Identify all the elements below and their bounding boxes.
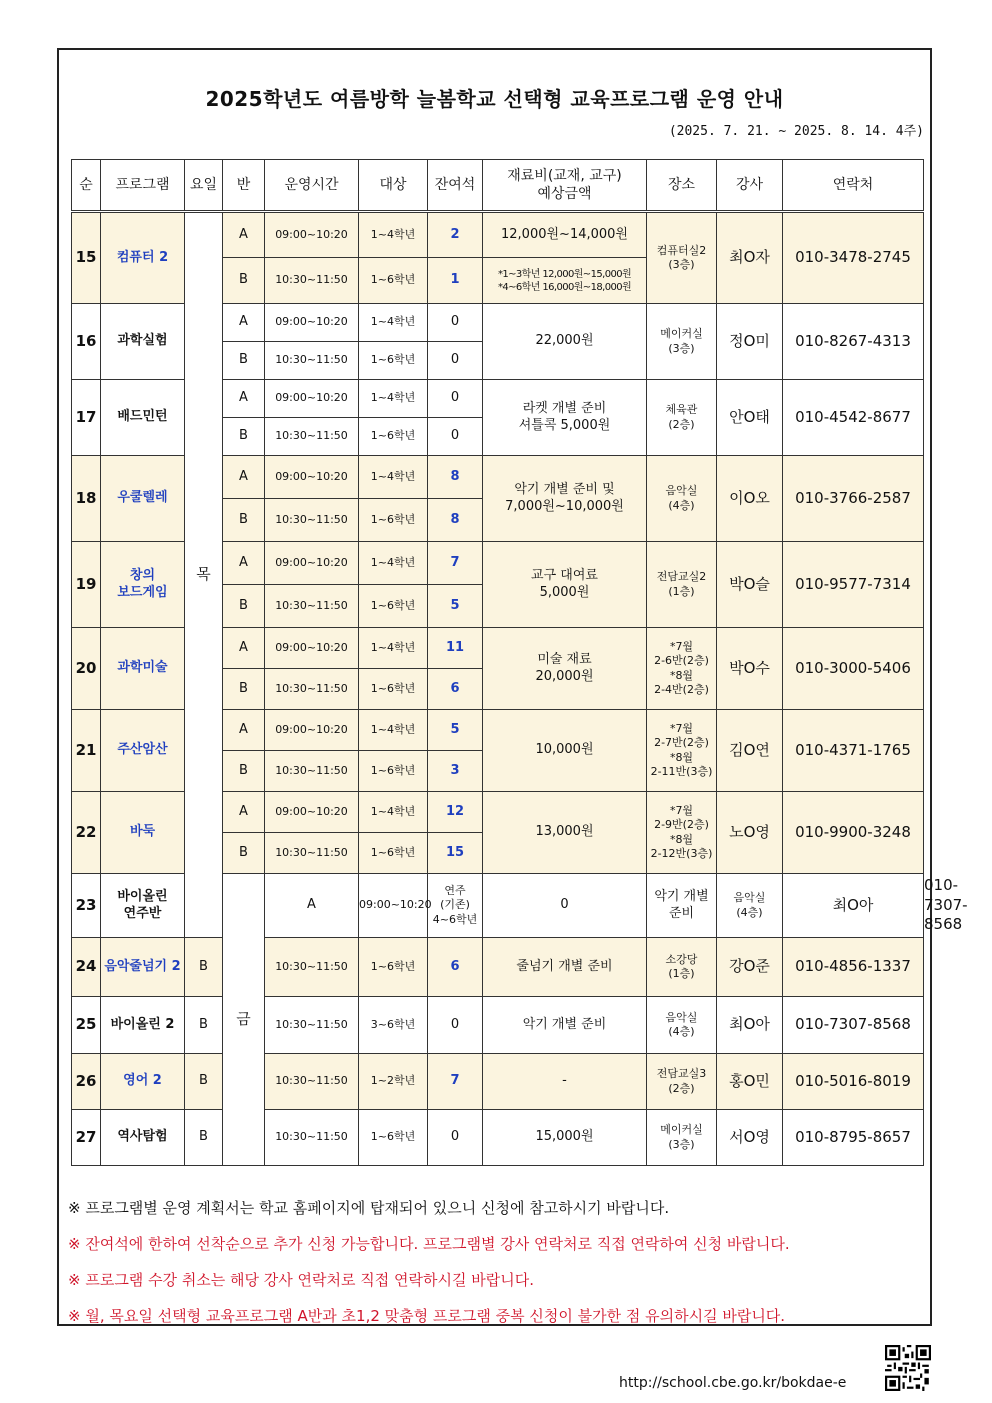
place [647,1110,717,1166]
row-no: 15 [72,212,101,304]
class-time: 10:30~11:50 [265,499,359,542]
class-target: 1~2학년 [359,1054,428,1110]
cost-line: *4~6학년 16,000원~18,000원 [497,281,632,293]
remaining-seats: 0 [428,997,483,1054]
class-label: A [223,304,265,342]
place-line: *7월 [669,721,694,735]
contact-phone: 010-4542-8677 [783,380,924,456]
teacher-name: 정O미 [717,304,783,380]
material-cost [483,542,647,628]
contact-phone: 010-4856-1337 [783,938,924,997]
row-no: 19 [72,542,101,628]
program-name: 컴퓨터 2 [101,212,185,304]
place-line: *8월 [669,832,694,846]
table-row [72,1110,924,1166]
row-no: 26 [72,1054,101,1110]
class-target: 1~4학년 [359,456,428,499]
program-name: 바이올린 2 [101,997,185,1054]
class-time: 09:00~10:20 [359,874,428,938]
class-target [428,874,483,938]
program-name-line: 바이올린 [117,888,168,904]
class-target: 1~6학년 [359,1110,428,1166]
class-label: B [223,669,265,710]
cost-line: 셔틀콕 5,000원 [518,417,611,433]
class-time: 10:30~11:50 [265,751,359,792]
remaining-seats: 12 [428,792,483,833]
class-target: 1~6학년 [359,669,428,710]
day-friday: 금 [223,874,265,1166]
note-homepage: ※ 프로그램별 운영 계획서는 학교 홈페이지에 탑재되어 있으니 신청에 참고하시기 바랍니다. [68,1199,670,1217]
remaining-seats: 8 [428,499,483,542]
place [647,997,717,1054]
row-no: 20 [72,628,101,710]
notes-section [68,1190,928,1334]
class-time: 09:00~10:20 [265,304,359,342]
place-line: (3층) [668,341,695,355]
material-cost: 줄넘기 개별 준비 [483,938,647,997]
class-target: 1~6학년 [359,833,428,874]
remaining-seats: 3 [428,751,483,792]
place-line: *7월 [669,639,694,653]
class-time: 10:30~11:50 [265,833,359,874]
place-line: 2-4반(2층) [654,682,709,696]
teacher-name: 이O오 [717,456,783,542]
class-label: B [223,585,265,628]
place-line: 음악실 [665,484,698,498]
target-line: 4~6학년 [432,912,478,926]
remaining-seats: 5 [428,585,483,628]
row-no: 25 [72,997,101,1054]
class-time: 10:30~11:50 [265,418,359,456]
material-cost [483,456,647,542]
cost-line: 5,000원 [539,584,590,600]
class-label: B [185,938,223,997]
program-name: 우쿨렐레 [101,456,185,542]
place-line: (4층) [736,905,763,919]
class-target: 1~6학년 [359,342,428,380]
class-time: 09:00~10:20 [265,628,359,669]
program-name: 주산암산 [101,710,185,792]
target-line: (기존) [440,898,470,912]
material-cost [483,628,647,710]
material-cost: 13,000원 [483,792,647,874]
material-cost: 12,000원~14,000원 [483,212,647,258]
program-name [101,542,185,628]
teacher-name: 안O태 [717,380,783,456]
class-label: A [223,456,265,499]
place-line: 전담교실3 [656,1067,707,1081]
program-name: 과학미술 [101,628,185,710]
header-place: 장소 [647,160,717,212]
teacher-name: 홍O민 [717,1054,783,1110]
class-time: 10:30~11:50 [265,938,359,997]
row-no: 17 [72,380,101,456]
place-line: (2층) [668,1081,695,1095]
class-label: A [223,628,265,669]
class-label: A [223,212,265,258]
contact-phone: 010-9900-3248 [783,792,924,874]
class-target: 1~6학년 [359,499,428,542]
program-table [71,159,968,1166]
class-target: 1~4학년 [359,212,428,258]
class-target: 1~6학년 [359,585,428,628]
contact-phone: 010-7307-8568 [783,997,924,1054]
place-line: 메이커실 [660,1123,703,1137]
class-label: B [223,258,265,304]
class-label: B [223,499,265,542]
teacher-name: 최O아 [783,874,924,938]
place-line: 2-12반(3층) [650,846,713,860]
class-time: 09:00~10:20 [265,792,359,833]
contact-phone: 010-5016-8019 [783,1054,924,1110]
cost-line: *1~3학년 12,000원~15,000원 [497,268,632,280]
class-target: 3~6학년 [359,997,428,1054]
place [647,304,717,380]
place-line: *8월 [669,668,694,682]
header-teacher: 강사 [717,160,783,212]
table-row: 23 바이올린 연주반 금 A 09:00~10:20 연주 (기존) 4~6학년 0 악기 개별 준비 음악실 (4층) 최O아 010-7307-8568 [72,874,924,938]
class-time: 09:00~10:20 [265,456,359,499]
place [647,380,717,456]
header-cost-line1: 재료비(교재, 교구) [507,167,622,184]
place-line: 전담교실2 [656,570,707,584]
class-label: A [265,874,359,938]
place-line: 체육관 [665,403,698,417]
class-label: B [223,418,265,456]
material-cost: 15,000원 [483,1110,647,1166]
place-line: *8월 [669,750,694,764]
contact-phone: 010-4371-1765 [783,710,924,792]
program-name: 배드민턴 [101,380,185,456]
program-name: 바둑 [101,792,185,874]
class-label: B [185,997,223,1054]
place-line: *7월 [669,803,694,817]
place [647,792,717,874]
place-line: 메이커실 [660,327,703,341]
remaining-seats: 0 [428,342,483,380]
place-line: (4층) [668,498,695,512]
program-name: 역사탐험 [101,1110,185,1166]
contact-phone: 010-3478-2745 [783,212,924,304]
place-line: (3층) [668,258,695,271]
header-time: 운영시간 [265,160,359,212]
class-target: 1~4학년 [359,380,428,418]
place-line: 2-7반(2층) [654,736,709,750]
remaining-seats: 15 [428,833,483,874]
teacher-name: 최O아 [717,997,783,1054]
cost-line: 교구 대여료 [531,567,598,583]
remaining-seats: 5 [428,710,483,751]
table-row [72,938,924,997]
class-label: B [223,751,265,792]
remaining-seats: 8 [428,456,483,499]
place-line: 2-6반(2층) [654,654,709,668]
cost-line: 7,000원~10,000원 [505,498,624,514]
class-time: 10:30~11:50 [265,997,359,1054]
class-label: A [223,792,265,833]
class-target: 1~6학년 [359,418,428,456]
remaining-seats: 11 [428,628,483,669]
teacher-name: 최O자 [717,212,783,304]
target-line: 연주 [444,884,466,898]
place [647,1054,717,1110]
remaining-seats: 0 [483,874,647,938]
header-cost [483,160,647,212]
class-label: B [223,833,265,874]
class-label: B [185,1110,223,1166]
table-header-row [72,160,924,212]
header-cost-line2: 예상금액 [537,186,592,202]
class-time: 10:30~11:50 [265,1054,359,1110]
material-cost: 10,000원 [483,710,647,792]
place-line: 음악실 [665,1010,698,1024]
row-no: 23 [72,874,101,938]
class-target: 1~4학년 [359,710,428,751]
class-label: A [223,542,265,585]
teacher-name: 박O수 [717,628,783,710]
contact-phone: 010-9577-7314 [783,542,924,628]
class-time: 10:30~11:50 [265,585,359,628]
note-remaining-seats: ※ 잔여석에 한하여 선착순으로 추가 신청 가능합니다. 프로그램별 강사 연락처로 직접 연락하여 신청 바랍니다. [68,1235,790,1253]
row-no: 27 [72,1110,101,1166]
header-class: 반 [223,160,265,212]
row-no: 18 [72,456,101,542]
table-row [72,212,924,258]
place [647,710,717,792]
place [717,874,783,938]
note-cancellation: ※ 프로그램 수강 취소는 해당 강사 연락처로 직접 연락하시길 바랍니다. [68,1271,534,1289]
material-cost [483,380,647,456]
remaining-seats: 2 [428,212,483,258]
place [647,938,717,997]
program-name: 음악줄넘기 2 [101,938,185,997]
place-line: 2-11반(3층) [650,764,713,778]
place-line: (3층) [668,1137,695,1151]
cost-line: 악기 개별 준비 및 [514,481,615,497]
program-name: 영어 2 [101,1054,185,1110]
cost-line: 20,000원 [535,668,594,684]
class-target: 1~6학년 [359,938,428,997]
table-row [72,997,924,1054]
class-time: 10:30~11:50 [265,342,359,380]
place-line: (2층) [668,417,695,431]
material-cost [483,258,647,304]
material-cost: - [483,1054,647,1110]
program-name-line: 창의 [129,567,156,583]
class-target: 1~6학년 [359,751,428,792]
place-line: 음악실 [733,891,766,905]
class-time: 10:30~11:50 [265,258,359,304]
contact-phone: 010-8267-4313 [783,304,924,380]
material-cost: 22,000원 [483,304,647,380]
place-line: (1층) [668,584,695,598]
place [647,542,717,628]
header-program: 프로그램 [101,160,185,212]
place [647,212,717,304]
place-line: (4층) [668,1025,695,1038]
program-name-line: 보드게임 [117,584,168,600]
remaining-seats: 6 [428,938,483,997]
teacher-name: 서O영 [717,1110,783,1166]
place-line: 컴퓨터실2 [656,243,707,257]
header-seats: 잔여석 [428,160,483,212]
class-label: B [185,1054,223,1110]
cost-line: 라켓 개별 준비 [522,400,607,416]
class-target: 1~4학년 [359,792,428,833]
remaining-seats: 6 [428,669,483,710]
class-label: A [223,710,265,751]
place-line: 2-9반(2층) [654,818,709,832]
contact-phone: 010-3766-2587 [783,456,924,542]
class-target: 1~4학년 [359,542,428,585]
remaining-seats: 7 [428,1054,483,1110]
class-time: 09:00~10:20 [265,542,359,585]
program-name-line: 연주반 [123,905,162,921]
place-line: 소강당 [665,952,698,966]
header-day: 요일 [185,160,223,212]
material-cost: 악기 개별 준비 [483,997,647,1054]
contact-phone: 010-3000-5406 [783,628,924,710]
remaining-seats: 1 [428,258,483,304]
teacher-name: 김O연 [717,710,783,792]
class-label: B [223,342,265,380]
day-thursday: 목 [185,212,223,938]
qr-code-icon[interactable] [885,1345,931,1391]
class-target: 1~4학년 [359,628,428,669]
header-contact: 연락처 [783,160,924,212]
cost-line: 미술 재료 [537,651,592,667]
row-no: 21 [72,710,101,792]
note-duplicate-application: ※ 월, 목요일 선택형 교육프로그램 A반과 초1,2 맞춤형 프로그램 중복 신청이 불가한 점 유의하시길 바랍니다. [68,1307,786,1325]
place-line: (1층) [668,967,695,980]
remaining-seats: 0 [428,1110,483,1166]
table-row [72,1054,924,1110]
teacher-name: 노O영 [717,792,783,874]
class-time: 09:00~10:20 [265,710,359,751]
place [647,628,717,710]
remaining-seats: 0 [428,380,483,418]
class-time: 10:30~11:50 [265,669,359,710]
school-url-link[interactable]: http://school.cbe.go.kr/bokdae-e [619,1375,847,1391]
contact-phone: 010-8795-8657 [783,1110,924,1166]
teacher-name: 강O준 [717,938,783,997]
row-no: 22 [72,792,101,874]
program-name [101,874,185,938]
header-no: 순 [72,160,101,212]
teacher-name: 박O슬 [717,542,783,628]
material-cost: 악기 개별 준비 [647,874,717,938]
page-title: 2025학년도 여름방학 늘봄학교 선택형 교육프로그램 운영 안내 [205,87,784,111]
row-no: 16 [72,304,101,380]
header-target: 대상 [359,160,428,212]
class-target: 1~4학년 [359,304,428,342]
operation-period: (2025. 7. 21. ~ 2025. 8. 14. 4주) [668,124,924,139]
remaining-seats: 7 [428,542,483,585]
class-target: 1~6학년 [359,258,428,304]
class-time: 10:30~11:50 [265,1110,359,1166]
class-label: A [223,380,265,418]
place [647,456,717,542]
program-name: 과학실험 [101,304,185,380]
remaining-seats: 0 [428,418,483,456]
row-no: 24 [72,938,101,997]
class-time: 09:00~10:20 [265,380,359,418]
class-time: 09:00~10:20 [265,212,359,258]
remaining-seats: 0 [428,304,483,342]
